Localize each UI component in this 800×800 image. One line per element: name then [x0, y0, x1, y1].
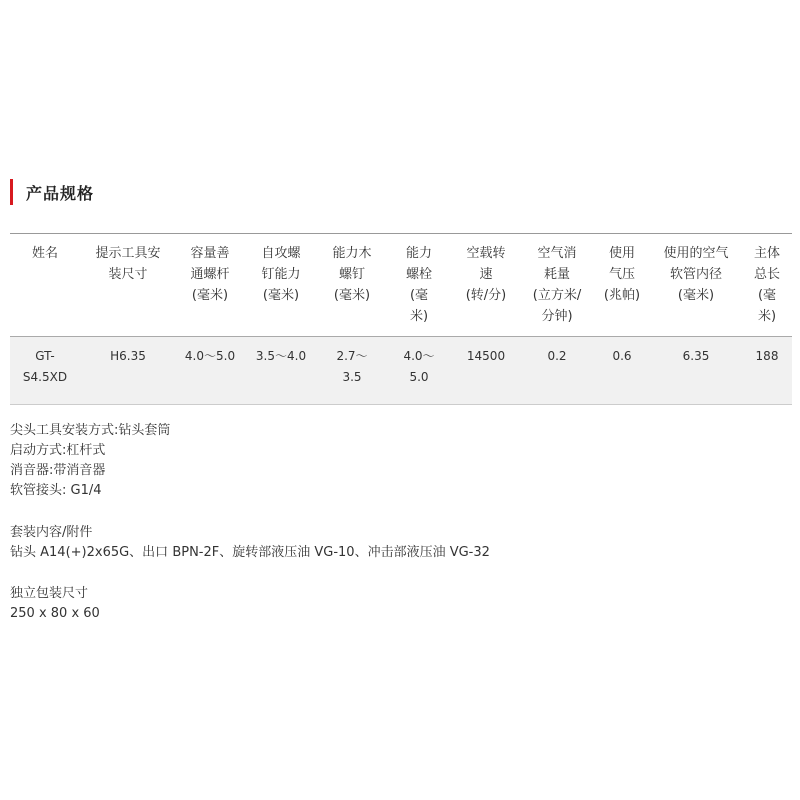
package-contents: [10, 523, 490, 563]
cell-hose-diameter: 6.35: [650, 337, 742, 405]
header-free-speed: 空载转 速 (转/分): [452, 234, 520, 337]
section-header: [10, 177, 94, 207]
cell-tool-mount-size: H6.35: [80, 337, 176, 405]
header-bolt-capacity-2: 能力 螺栓 (毫 米): [386, 234, 452, 337]
header-air-pressure: 使用 气压 (兆帕): [594, 234, 650, 337]
section-title: 产品规格: [26, 183, 95, 203]
accent-bar: [10, 179, 13, 205]
header-name: 姓名: [10, 234, 80, 337]
table-row: [10, 337, 792, 405]
header-hose-diameter: 使用的空气 软管内径 (毫米): [650, 234, 742, 337]
cell-total-length: 188: [742, 337, 792, 405]
package-size: [10, 584, 100, 624]
spec-notes: [10, 421, 170, 501]
note-hose-connector: 软管接头: G1/4: [10, 483, 102, 498]
table-header-row: [10, 234, 792, 337]
header-total-length: 主体 总长 (毫 米): [742, 234, 792, 337]
note-tool-mount-method: 尖头工具安装方式:钻头套筒: [10, 423, 171, 438]
package-size-value: 250 x 80 x 60: [10, 606, 100, 621]
spec-table: [10, 233, 792, 405]
package-size-heading: 独立包装尺寸: [10, 586, 89, 601]
note-start-method: 启动方式:杠杆式: [10, 443, 106, 458]
header-tapping-screw-capacity: 自攻螺 钉能力 (毫米): [244, 234, 318, 337]
cell-free-speed: 14500: [452, 337, 520, 405]
cell-air-consumption: 0.2: [520, 337, 594, 405]
header-tool-mount-size: 提示工具安 装尺寸: [80, 234, 176, 337]
cell-air-pressure: 0.6: [594, 337, 650, 405]
cell-tapping-screw-capacity: 3.5～4.0: [244, 337, 318, 405]
note-silencer: 消音器:带消音器: [10, 463, 106, 478]
header-bolt-capacity: 容量善 通螺杆 (毫米): [176, 234, 244, 337]
cell-bolt-capacity-2: 4.0～ 5.0: [386, 337, 452, 405]
header-wood-screw-capacity: 能力木 螺钉 (毫米): [318, 234, 386, 337]
cell-model: GT- S4.5XD: [10, 337, 80, 405]
package-contents-heading: 套装内容/附件: [10, 525, 93, 540]
cell-wood-screw-capacity: 2.7～ 3.5: [318, 337, 386, 405]
package-contents-list: 钻头 A14(+)2x65G、出口 BPN-2F、旋转部液压油 VG-10、冲击部液压油 VG-32: [10, 545, 490, 560]
cell-bolt-capacity: 4.0～5.0: [176, 337, 244, 405]
header-air-consumption: 空气消 耗量 (立方米/ 分钟): [520, 234, 594, 337]
